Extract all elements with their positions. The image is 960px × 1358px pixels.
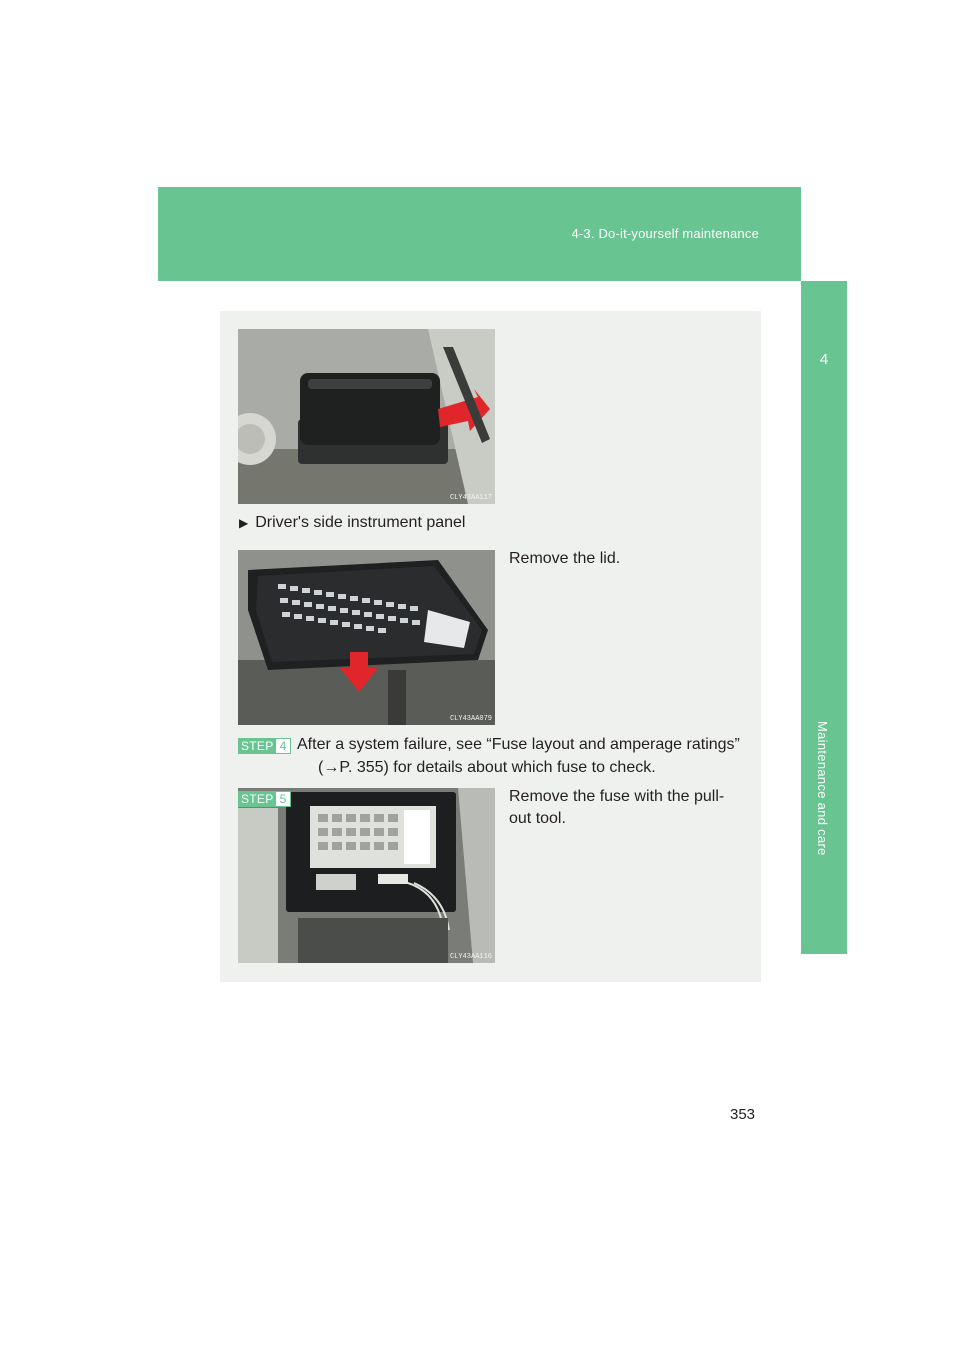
photo-code: CLY43AA117 [449, 494, 492, 502]
subheading-text: Driver's side instrument panel [255, 514, 466, 531]
photo-code: CLY43AA116 [449, 953, 492, 961]
header-band [158, 187, 801, 281]
step-5-badge [238, 791, 291, 807]
arrow-bullet-icon: ▶ [239, 516, 249, 530]
step-4-line-2-text: for details about which fuse to check. [388, 759, 656, 776]
instrument-panel-lid-photo [238, 550, 495, 725]
photo-code: CLY43AA079 [449, 715, 492, 723]
step-4-badge [238, 738, 291, 754]
chapter-label: Maintenance and care [815, 721, 830, 856]
step-label: STEP [241, 739, 274, 753]
step-4-line-2 [318, 757, 656, 779]
page-reference-link[interactable]: (→P. 355) [318, 759, 389, 776]
engine-fuse-box-cover-photo [238, 329, 495, 504]
open-fuse-box-pull-out-tool-photo [238, 788, 495, 963]
step-5-line-2: out tool. [509, 810, 566, 827]
step-4-line-1: After a system failure, see “Fuse layout and amperage ratings” [297, 736, 740, 753]
step-label: STEP [241, 792, 274, 806]
step-5-line-1: Remove the fuse with the pull- [509, 788, 725, 805]
subheading [239, 512, 465, 534]
step-number: 4 [276, 739, 290, 753]
chapter-number: 4 [819, 351, 829, 368]
step-number: 5 [276, 792, 290, 806]
side-tab [801, 281, 847, 954]
page-number: 353 [730, 1106, 756, 1123]
remove-lid-text: Remove the lid. [509, 550, 621, 567]
section-title: 4-3. Do-it-yourself maintenance [571, 226, 759, 241]
